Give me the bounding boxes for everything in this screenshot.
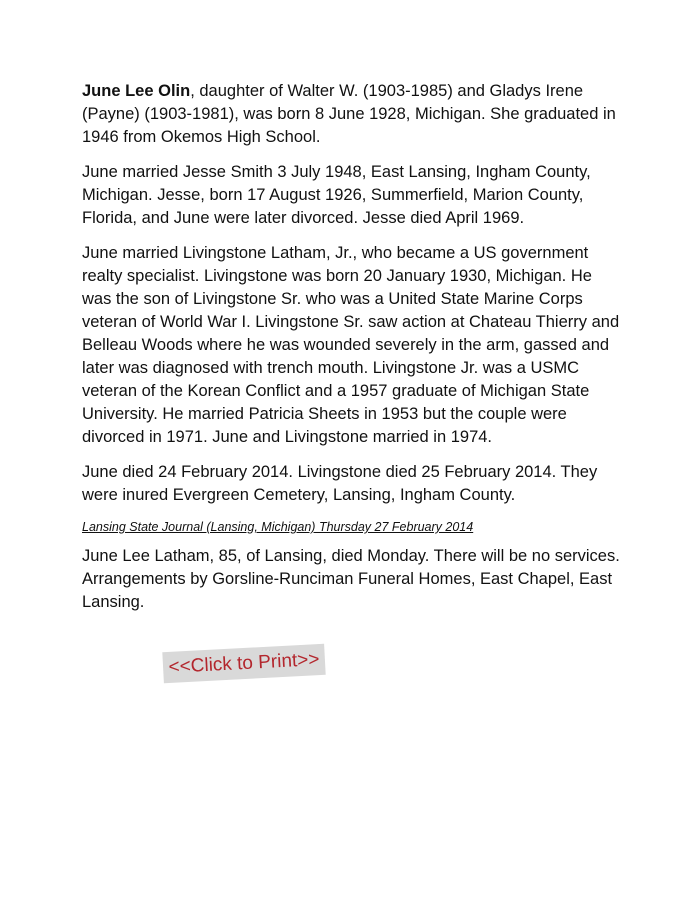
obituary-paragraph: June Lee Latham, 85, of Lansing, died Monday. There will be no services. Arrangements by Gorsline-Runciman Funeral Homes, East Chapel, East Lansing. bbox=[82, 547, 620, 611]
second-marriage-paragraph: June married Livingstone Latham, Jr., who became a US government realty specialist. Livingstone was born 20 January 1930, Michigan. He was the son of Livingstone Sr. who was a United State Marine Corps veteran of World War I. Livingstone Sr. saw action at Chateau Thierry and Belleau Woods where he was wounded severely in the arm, gassed and later was diagnosed with trench mouth. Livingstone Jr. was a USMC veteran of the Korean Conflict and a 1957 graduate of Michigan State University. He married Patricia Sheets in 1953 but the couple were divorced in 1971. June and Livingstone married in 1974. bbox=[82, 244, 620, 446]
first-marriage-paragraph: June married Jesse Smith 3 July 1948, East Lansing, Ingham County, Michigan. Jesse, born 17 August 1926, Summerfield, Marion County, Florida, and June were later divorced. Jesse died April 1969. bbox=[82, 163, 591, 227]
intro-paragraph bbox=[82, 80, 622, 149]
death-paragraph: June died 24 February 2014. Livingstone died 25 February 2014. They were inured Evergreen Cemetery, Lansing, Ingham County. bbox=[82, 463, 598, 504]
print-button[interactable]: <<Click to Print>> bbox=[162, 644, 325, 683]
subject-name: June Lee Olin bbox=[82, 82, 191, 100]
intro-text: , daughter of Walter W. (1903-1985) and Gladys Irene (Payne) (1903-1981), was born 8 June 1928, Michigan. She graduated in 1946 from Okemos High School. bbox=[82, 82, 616, 146]
document-body bbox=[82, 80, 622, 626]
newspaper-source: Lansing State Journal (Lansing, Michigan) Thursday 27 February 2014 bbox=[82, 520, 474, 534]
